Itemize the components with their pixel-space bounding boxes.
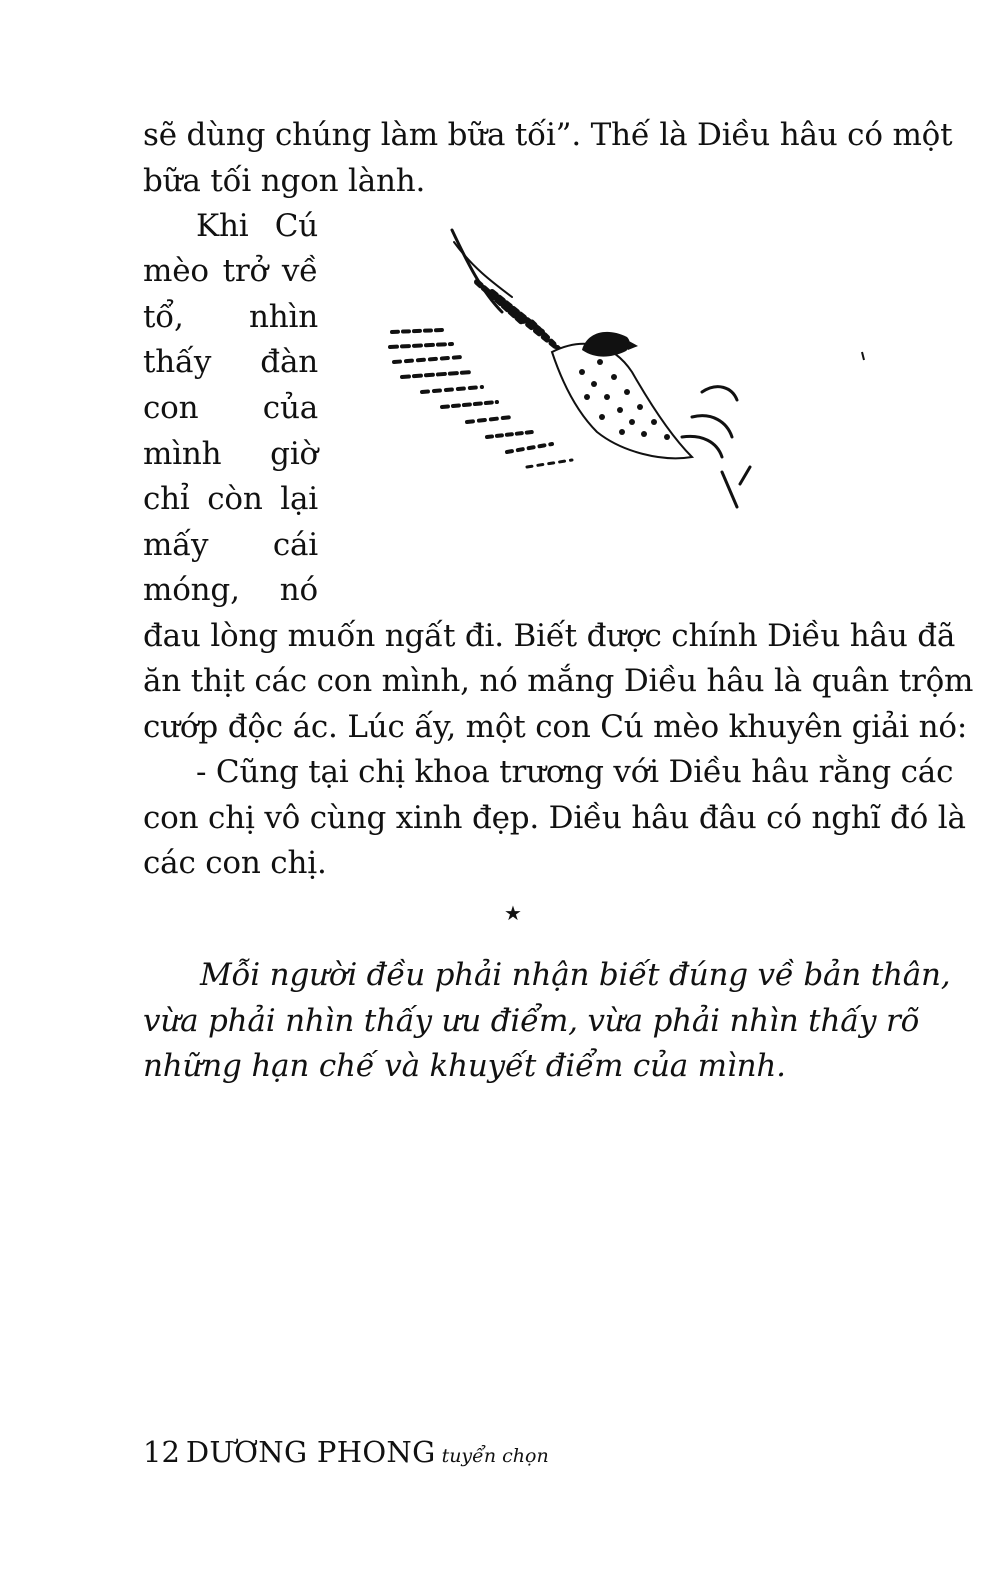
word: chỉ bbox=[143, 481, 190, 517]
word: mèo bbox=[143, 253, 209, 289]
author-name: DƯƠNG PHONG bbox=[185, 1435, 436, 1469]
wrapped-line-9 bbox=[143, 567, 318, 613]
word: mấy bbox=[143, 527, 209, 563]
body-line-7: con chị vô cùng xinh đẹp. Diều hâu đâu có nghĩ đó là bbox=[143, 800, 966, 836]
body-line-4: ăn thịt các con mình, nó mắng Diều hâu là quân trộm bbox=[143, 663, 974, 699]
body-line-3: đau lòng muốn ngất đi. Biết được chính Diều hâu đã bbox=[143, 618, 956, 654]
wrapped-line-6 bbox=[143, 431, 318, 477]
footer-note: tuyển chọn bbox=[441, 1445, 549, 1467]
page-footer bbox=[143, 1432, 549, 1476]
word: lại bbox=[280, 481, 318, 517]
wrapped-line-8 bbox=[143, 522, 318, 568]
word: còn bbox=[207, 481, 263, 517]
body-line-2: bữa tối ngon lành. bbox=[143, 163, 426, 199]
word: Khi bbox=[196, 208, 249, 244]
wrapped-line-2 bbox=[143, 248, 318, 294]
body-line-6: - Cũng tại chị khoa trương với Diều hâu rằng các bbox=[196, 754, 954, 790]
word: nó bbox=[279, 572, 318, 608]
wrapped-line-4 bbox=[143, 339, 318, 385]
word: của bbox=[262, 390, 318, 426]
moral-line-1: Mỗi người đều phải nhận biết đúng về bản thân, bbox=[200, 957, 951, 993]
hawk-icon bbox=[382, 222, 882, 522]
word: nhìn bbox=[248, 299, 318, 335]
wrapped-line-5 bbox=[143, 385, 318, 431]
word: giờ bbox=[270, 436, 318, 472]
word: Cú bbox=[274, 208, 318, 244]
page-number: 12 bbox=[143, 1435, 180, 1469]
word: con bbox=[143, 390, 199, 426]
word: tổ, bbox=[143, 299, 184, 335]
body-line-5: cướp độc ác. Lúc ấy, một con Cú mèo khuyên giải nó: bbox=[143, 709, 968, 745]
moral-line-2: vừa phải nhìn thấy ưu điểm, vừa phải nhìn thấy rõ bbox=[143, 1003, 920, 1039]
word: cái bbox=[272, 527, 318, 563]
word: móng, bbox=[143, 572, 240, 608]
moral-line-3: những hạn chế và khuyết điểm của mình. bbox=[143, 1048, 786, 1084]
word: đàn bbox=[260, 344, 318, 380]
word: về bbox=[281, 253, 318, 289]
word: mình bbox=[143, 436, 222, 472]
separator-star-icon: ★ bbox=[504, 901, 522, 925]
wrapped-line-1 bbox=[196, 203, 318, 249]
wrapped-line-3 bbox=[143, 294, 318, 340]
body-line-8: các con chị. bbox=[143, 845, 327, 881]
wrapped-line-7 bbox=[143, 476, 318, 522]
body-line-1: sẽ dùng chúng làm bữa tối”. Thế là Diều hâu có một bbox=[143, 117, 953, 153]
word: trở bbox=[222, 253, 268, 289]
word: thấy bbox=[143, 344, 212, 380]
